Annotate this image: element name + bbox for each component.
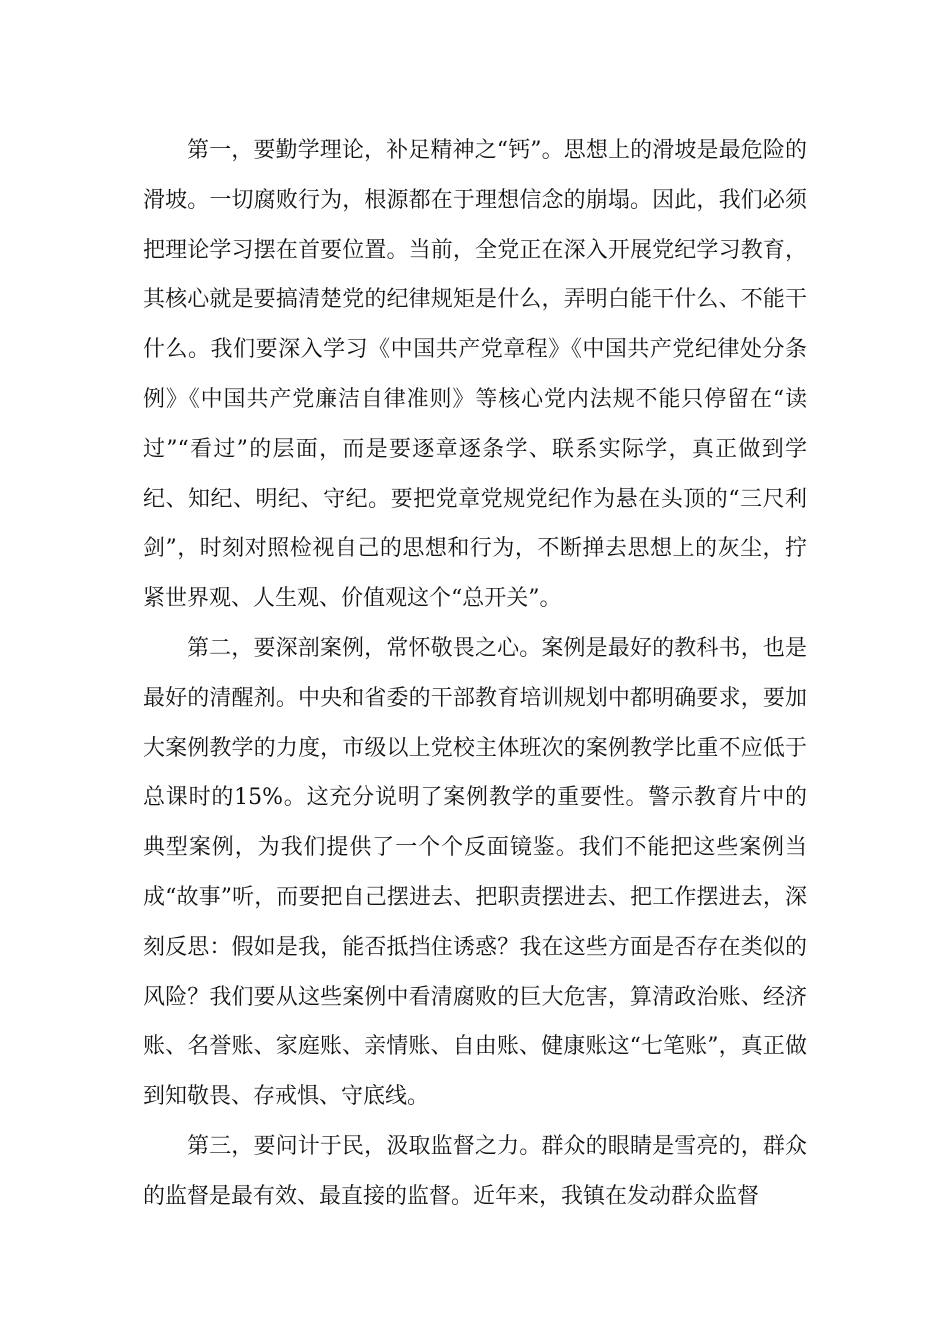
document-body (143, 126, 807, 1222)
paragraph-case-study: 第二，要深剖案例，常怀敬畏之心。案例是最好的教科书，也是最好的清醒剂。中央和省委的干部教育培训规划中都明确要求，要加大案例教学的力度，市级以上党校主体班次的案例教学比重不应低于总课时的15%。这充分说明了案例教学的重要性。警示教育片中的典型案例，为我们提供了一个个反面镜鉴。我们不能把这些案例当成“故事”听，而要把自己摆进去、把职责摆进去、把工作摆进去，深刻反思：假如是我，能否抵挡住诱惑？我在这些方面是否存在类似的风险？我们要从这些案例中看清腐败的巨大危害，算清政治账、经济账、名誉账、家庭账、亲情账、自由账、健康账这“七笔账”，真正做到知敬畏、存戒惧、守底线。 (143, 635, 807, 1110)
paragraph-public-supervision: 第三，要问计于民，汲取监督之力。群众的眼睛是雪亮的，群众的监督是最有效、最直接的监督。近年来，我镇在发动群众监督 (143, 1133, 807, 1209)
paragraph-study-theory: 第一，要勤学理论，补足精神之“钙”。思想上的滑坡是最危险的滑坡。一切腐败行为，根源都在于理想信念的崩塌。因此，我们必须把理论学习摆在首要位置。当前，全党正在深入开展党纪学习教育，其核心就是要搞清楚党的纪律规矩是什么，弄明白能干什么、不能干什么。我们要深入学习《中国共产党章程》《中国共产党纪律处分条例》《中国共产党廉洁自律准则》等核心党内法规不能只停留在“读过”“看过”的层面，而是要逐章逐条学、联系实际学，真正做到学纪、知纪、明纪、守纪。要把党章党规党纪作为悬在头顶的“三尺利剑”，时刻对照检视自己的思想和行为，不断掸去思想上的灰尘，拧紧世界观、人生观、价值观这个“总开关”。 (143, 138, 807, 612)
